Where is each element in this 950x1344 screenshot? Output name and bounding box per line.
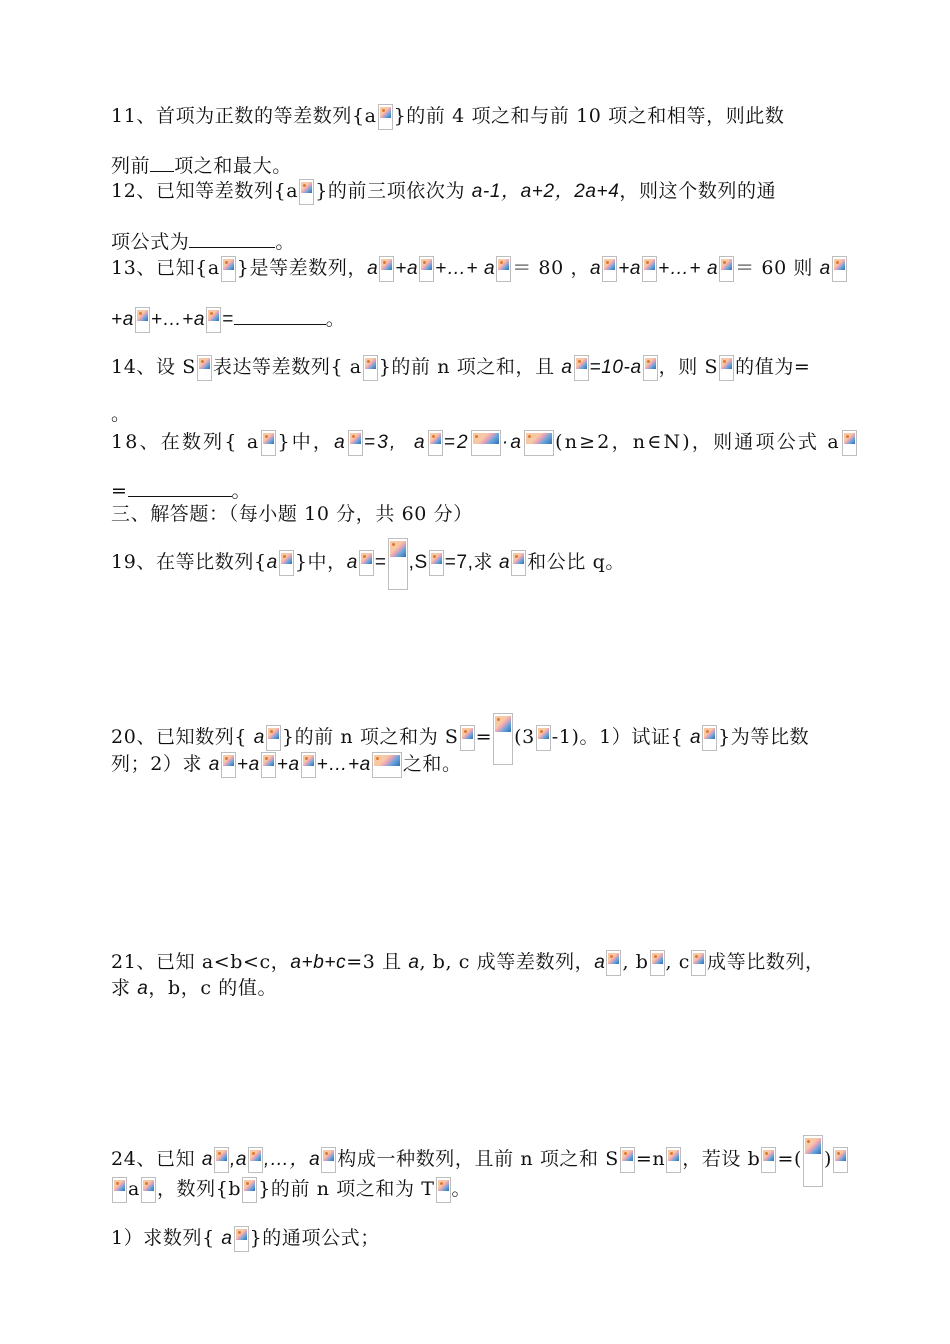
text: 构成一种数列，且前 n 项之和 S [337, 1148, 619, 1170]
broken-image-icon [359, 550, 374, 576]
text: }为等比数 [718, 726, 810, 748]
text: ，数列{b [156, 1178, 242, 1200]
broken-image-icon [471, 430, 501, 456]
math-text: +…+ a [435, 258, 496, 279]
math-text: a [253, 727, 265, 748]
text: 项公式为 [111, 231, 190, 253]
broken-image-icon [524, 430, 554, 456]
math-text: a [590, 258, 602, 279]
broken-image-icon [833, 1147, 848, 1173]
broken-image-icon [719, 355, 734, 381]
text: 求 [111, 977, 138, 999]
broken-image-icon [643, 355, 658, 381]
text: ，则这个数列的通 [619, 180, 777, 202]
text: ，若设 b [682, 1148, 761, 1170]
text: 12、已知等差数列{a [111, 180, 299, 202]
text: }的前 n 项之和，且 [378, 356, 562, 378]
broken-image-icon [602, 256, 617, 282]
section-3-heading [111, 502, 850, 526]
broken-image-icon [378, 104, 393, 130]
math-text: a [346, 552, 358, 573]
question-18-line-2 [111, 478, 850, 503]
broken-image-icon [141, 1177, 156, 1203]
broken-image-icon [536, 725, 551, 751]
text: 19、在等比数列{ [111, 551, 267, 573]
text: 成等比数列， [707, 951, 825, 973]
math-text: =2 [443, 432, 470, 453]
math-text: ·a [501, 432, 524, 453]
broken-image-icon [261, 752, 276, 778]
text: = [475, 726, 493, 748]
math-text: a [221, 1228, 233, 1249]
text: 21、已知 a<b<c， [111, 951, 291, 973]
text: , c [665, 951, 691, 973]
text: a [128, 1178, 140, 1200]
math-text: a [499, 552, 511, 573]
math-text: +a [395, 258, 419, 279]
math-text: +a [618, 258, 642, 279]
broken-image-icon [214, 1147, 229, 1173]
broken-image-icon [719, 256, 734, 282]
text: = [111, 480, 128, 502]
question-11-line-1 [111, 104, 850, 130]
text: 1）求数列{ [111, 1227, 222, 1249]
text: 18、在数列{ a [111, 431, 261, 453]
text: 11、首项为正数的等差数列{a [111, 105, 377, 127]
text: 。 [231, 480, 252, 502]
math-text: ,…，a [264, 1149, 321, 1170]
broken-image-icon [691, 950, 706, 976]
math-text: a [561, 357, 573, 378]
broken-image-icon [650, 950, 665, 976]
broken-image-icon [419, 256, 434, 282]
text: 。 [325, 308, 346, 330]
broken-image-icon [642, 256, 657, 282]
text: }的前 n 项之和为 S [281, 726, 459, 748]
broken-image-icon [496, 256, 511, 282]
text: 和公比 q。 [527, 551, 625, 573]
text: =n [635, 1148, 666, 1170]
text: (3 [514, 726, 535, 748]
text: 之和。 [402, 753, 462, 775]
text: ) [823, 1148, 832, 1170]
question-19 [111, 538, 850, 590]
math-text: a [413, 432, 427, 453]
text: 20、已知数列{ [111, 726, 254, 748]
broken-image-icon [511, 550, 526, 576]
text: 14、设 S [111, 356, 196, 378]
text: , b [622, 951, 649, 973]
math-text: +…+a [150, 309, 206, 330]
broken-image-icon [221, 752, 236, 778]
math-text: a [208, 754, 220, 775]
math-text: a [137, 978, 149, 999]
math-text: a-1，a+2，2a+4 [471, 181, 620, 202]
question-18-line-1 [111, 430, 850, 456]
question-12-line-2 [111, 229, 850, 254]
broken-image-icon [299, 179, 314, 205]
broken-image-icon [279, 550, 294, 576]
text: }是等差数列， [236, 257, 368, 279]
text: 列；2）求 [111, 753, 209, 775]
text: =3 且 [346, 951, 409, 973]
math-text: a [334, 432, 347, 453]
math-text: +a [236, 754, 260, 775]
question-24-part-1 [111, 1226, 850, 1252]
math-text: a [408, 952, 420, 973]
broken-image-icon [242, 1177, 257, 1203]
math-text: a [819, 258, 831, 279]
broken-image-icon [197, 355, 212, 381]
text: 三、解答题：（每小题 10 分，共 60 分） [111, 503, 473, 525]
broken-image-icon [620, 1147, 635, 1173]
answer-blank [128, 478, 232, 497]
math-text: +…+a [316, 754, 371, 775]
answer-blank [234, 306, 326, 325]
broken-image-icon [842, 430, 857, 456]
text: ＝ 80 ， [512, 257, 591, 279]
broken-image-icon [372, 752, 402, 778]
math-text: a [689, 727, 702, 748]
text: 表达等差数列{ a [212, 356, 362, 378]
text: 的值为= [735, 356, 811, 378]
broken-image-icon [234, 1226, 249, 1252]
broken-image-icon [832, 256, 847, 282]
text: 。 [111, 403, 131, 425]
text: }中， [277, 431, 335, 453]
broken-image-icon [436, 1177, 451, 1203]
question-14-line-1 [111, 355, 850, 381]
broken-image-icon [574, 355, 589, 381]
math-text: = [222, 309, 234, 330]
question-14-line-2 [111, 402, 850, 426]
broken-image-icon [666, 1147, 681, 1173]
text: -1)。1）试证{ [551, 726, 690, 748]
question-13-line-2 [111, 306, 850, 333]
broken-image-icon [321, 1147, 336, 1173]
math-text: a [594, 952, 606, 973]
text: = [374, 552, 387, 573]
math-text: a [367, 258, 379, 279]
broken-image-icon [460, 725, 475, 751]
text: }的前 n 项之和为 T [258, 1178, 435, 1200]
text: =7,求 [444, 552, 499, 573]
math-text: +a [276, 754, 300, 775]
question-11-line-2 [111, 153, 850, 178]
math-text: =10-a [589, 357, 642, 378]
answer-blank [150, 153, 174, 172]
math-text: a [266, 552, 278, 573]
question-24-line-2 [111, 1177, 850, 1203]
text: , b, c 成等差数列， [419, 951, 595, 973]
broken-image-icon [206, 307, 221, 333]
text: ，b，c 的值。 [148, 977, 278, 999]
text: 列前 [111, 155, 151, 177]
text: 13、已知{a [111, 257, 220, 279]
text: ，则 S [658, 356, 719, 378]
broken-image-icon [248, 1147, 263, 1173]
answer-blank [189, 229, 275, 248]
question-20-line-2 [111, 752, 850, 778]
math-text: +a [111, 309, 134, 330]
broken-image-icon [379, 256, 394, 282]
broken-image-icon [261, 430, 276, 456]
broken-image-icon [428, 430, 443, 456]
broken-image-icon [388, 538, 408, 590]
broken-image-icon [301, 752, 316, 778]
broken-image-icon [702, 725, 717, 751]
broken-image-icon [348, 430, 363, 456]
math-text: a+b+c [290, 952, 347, 973]
text: }的前 4 项之和与前 10 项之和相等，则此数 [393, 105, 785, 127]
text: }的前三项依次为 [315, 180, 472, 202]
question-21-line-1 [111, 950, 850, 976]
question-13-line-1 [111, 256, 850, 282]
question-12-line-1 [111, 179, 850, 205]
broken-image-icon [135, 307, 150, 333]
text: 24、已知 [111, 1148, 202, 1170]
broken-image-icon [606, 950, 621, 976]
broken-image-icon [429, 550, 444, 576]
text: 。 [275, 231, 296, 253]
text: 。 [451, 1178, 472, 1200]
math-text: a [201, 1149, 213, 1170]
text: ,S [408, 552, 428, 573]
math-text: ,a [230, 1149, 248, 1170]
broken-image-icon [112, 1177, 127, 1203]
broken-image-icon [761, 1147, 776, 1173]
text: (n≥2，n∈N)，则通项公式 a [555, 431, 841, 453]
broken-image-icon [363, 355, 378, 381]
broken-image-icon [221, 256, 236, 282]
text: 项之和最大。 [174, 155, 292, 177]
math-text: =3, [363, 432, 398, 453]
text: }中， [294, 551, 347, 573]
question-21-line-2 [111, 976, 850, 1001]
broken-image-icon [266, 725, 281, 751]
text: }的通项公式； [249, 1227, 380, 1249]
text: ＝ 60 则 [735, 257, 820, 279]
math-text: +…+ a [658, 258, 719, 279]
text: =( [777, 1148, 802, 1170]
